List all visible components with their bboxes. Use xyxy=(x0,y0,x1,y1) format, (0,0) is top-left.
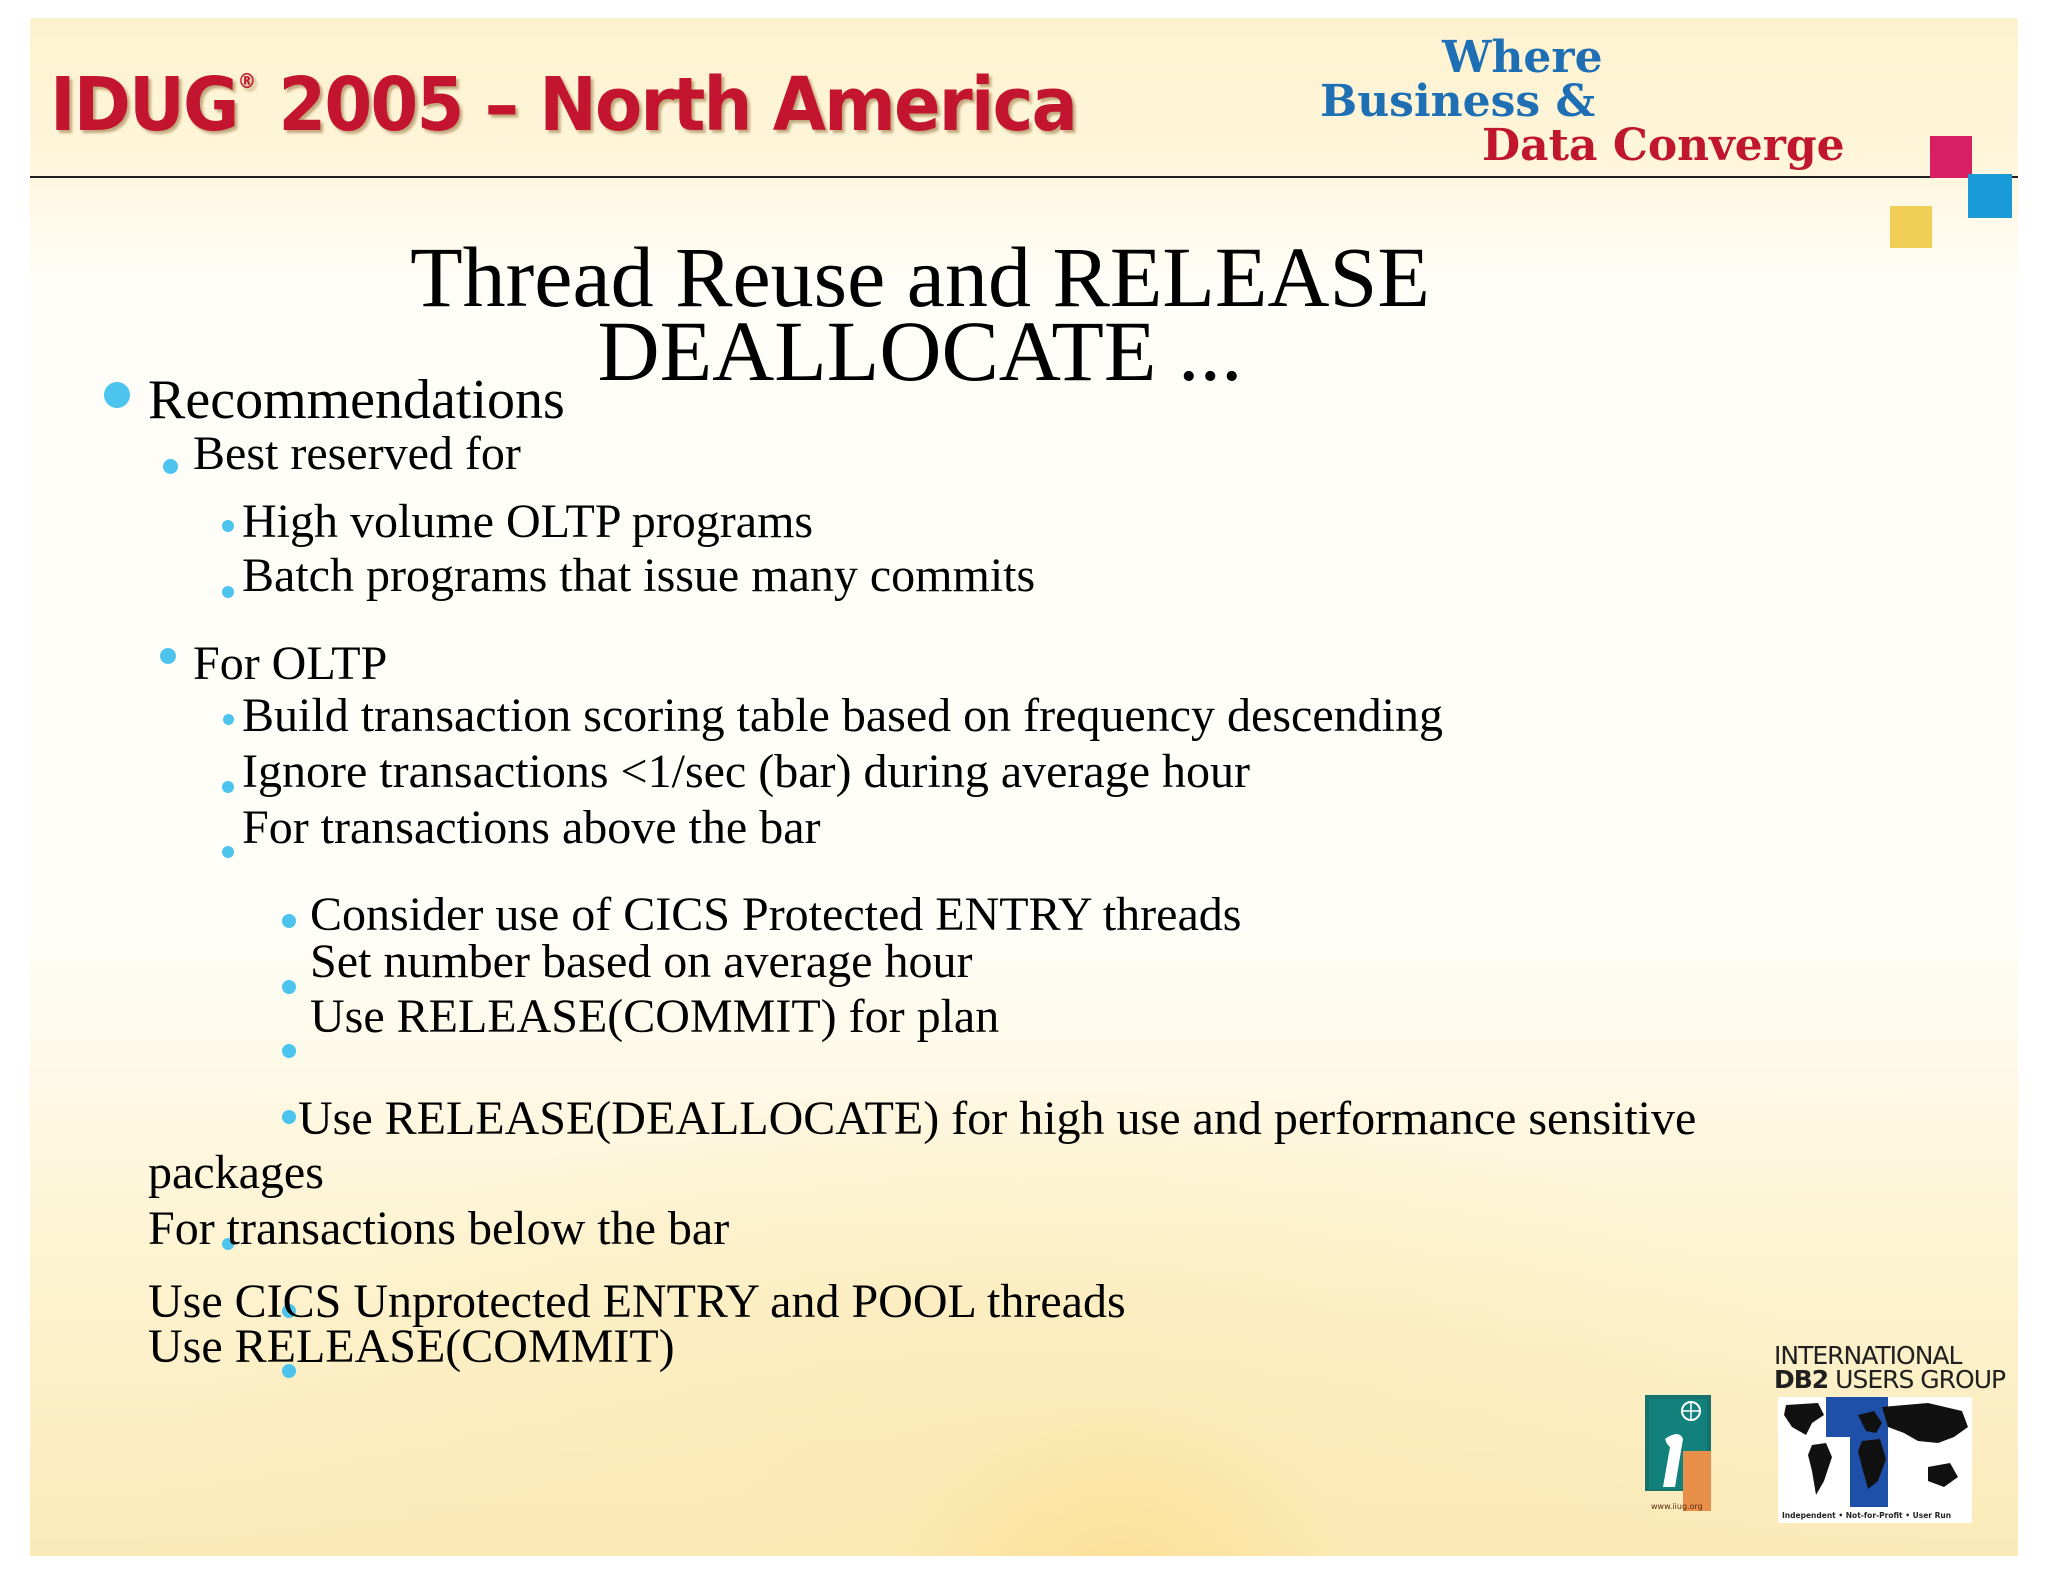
bullet-release-commit-plan: Use RELEASE(COMMIT) for plan xyxy=(310,990,1000,1043)
bullet-below-bar: For transactions below the bar xyxy=(148,1202,730,1255)
bullet-dot xyxy=(282,1110,296,1124)
bullet-set-number: Set number based on average hour xyxy=(310,935,973,988)
bullet-dot xyxy=(282,914,296,928)
banner-title xyxy=(50,62,1076,148)
bullet-dot xyxy=(222,846,234,858)
iiug-logo-icon xyxy=(1639,1391,1717,1519)
bullet-build-scoring-table: Build transaction scoring table based on frequency descending xyxy=(242,689,1443,742)
idug-logo-users-group: USERS GROUP xyxy=(1828,1365,2006,1394)
bullet-high-volume-oltp: High volume OLTP programs xyxy=(242,495,814,548)
slide-title-line-1: Thread Reuse and RELEASE xyxy=(410,229,1430,325)
bullet-consider-cics: Consider use of CICS Protected ENTRY threads xyxy=(310,888,1242,941)
slide-title xyxy=(370,229,1470,399)
bullet-recommendations: Recommendations xyxy=(148,369,565,431)
bullet-best-reserved: Best reserved for xyxy=(193,427,521,480)
bullet-dot xyxy=(282,980,296,994)
bullet-ignore-transactions: Ignore transactions <1/sec (bar) during average hour xyxy=(242,745,1250,798)
bullet-release-deallocate: Use RELEASE(DEALLOCATE) for high use and performance sensitive xyxy=(298,1092,1697,1145)
idug-logo-db2: DB2 xyxy=(1774,1365,1829,1394)
bullet-above-bar: For transactions above the bar xyxy=(242,801,821,854)
bullet-dot xyxy=(222,520,234,532)
banner-brand: IDUG xyxy=(50,62,238,148)
bullet-dot xyxy=(222,586,234,598)
decorative-square-yellow xyxy=(1890,206,1932,248)
banner-event: 2005 – North America xyxy=(256,62,1077,148)
bullet-batch-programs: Batch programs that issue many commits xyxy=(242,549,1036,602)
sunburst-decoration xyxy=(890,1398,1350,1556)
bullet-dot xyxy=(282,1044,296,1058)
bullet-release-commit: Use RELEASE(COMMIT) xyxy=(148,1320,675,1373)
idug-motto: Independent • Not-for-Profit • User Run xyxy=(1782,1511,1952,1520)
bullet-dot xyxy=(222,781,234,793)
tagline-where: Where xyxy=(1442,32,1603,83)
world-map-icon xyxy=(1778,1397,1972,1523)
bullet-cics-unprotected: Use CICS Unprotected ENTRY and POOL threads xyxy=(148,1275,1126,1328)
iiug-url: www.iiug.org xyxy=(1651,1502,1703,1511)
registered-mark: ® xyxy=(237,69,257,93)
idug-logo-line-1: INTERNATIONAL xyxy=(1774,1341,1962,1370)
bullet-dot xyxy=(104,382,130,408)
banner-divider xyxy=(30,176,2018,178)
bullet-dot xyxy=(160,648,176,664)
tagline-data-converge: Data Converge xyxy=(1482,120,1845,171)
tagline-business: Business & xyxy=(1320,76,1596,127)
slide-title-line-2: DEALLOCATE ... xyxy=(597,303,1243,399)
bullet-dot xyxy=(163,459,178,474)
decorative-square-pink xyxy=(1930,136,1972,178)
slide xyxy=(30,18,2018,1556)
bullet-packages: packages xyxy=(148,1146,324,1199)
bullet-dot xyxy=(223,714,234,725)
decorative-square-blue xyxy=(1968,174,2012,218)
idug-logo xyxy=(1774,1341,2006,1543)
bullet-for-oltp: For OLTP xyxy=(193,637,388,690)
idug-logo-line-2 xyxy=(1774,1367,2005,1392)
